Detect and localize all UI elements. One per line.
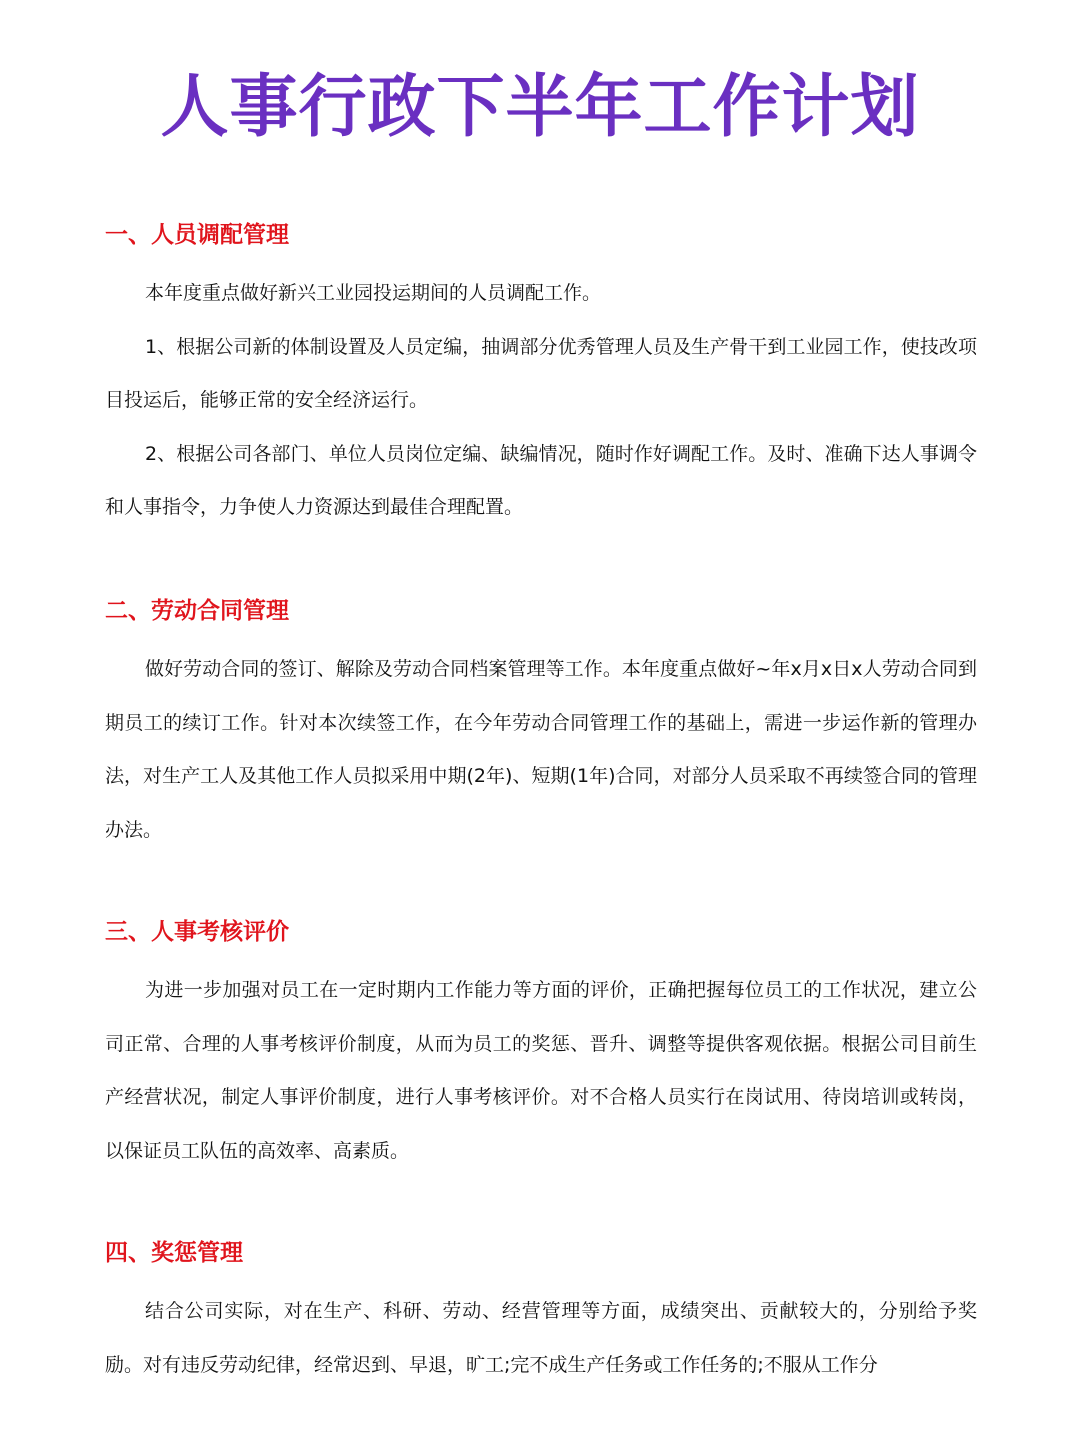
section-labor-contract [105, 596, 977, 857]
section-heading: 三、人事考核评价 [105, 919, 289, 945]
section-paragraph: 为进一步加强对员工在一定时期内工作能力等方面的评价，正确把握每位员工的工作状况，建立公司正常、合理的人事考核评价制度，从而为员工的奖惩、晋升、调整等提供客观依据。根据公司目前生产经营状况，制定人事评价制度，进行人事考核评价。对不合格人员实行在岗试用、待岗培训或转岗，以保证员工队伍的高效率、高素质。 [105, 979, 977, 1162]
section-paragraph: 本年度重点做好新兴工业园投运期间的人员调配工作。 [145, 282, 602, 304]
section-paragraph: 结合公司实际，对在生产、科研、劳动、经营管理等方面，成绩突出、贡献较大的，分别给予奖励。对有违反劳动纪律，经常迟到、早退，旷工;完不成生产任务或工作任务的;不服从工作分 [105, 1300, 977, 1376]
section-paragraph: 2、根据公司各部门、单位人员岗位定编、缺编情况，随时作好调配工作。及时、准确下达人事调令和人事指令，力争使人力资源达到最佳合理配置。 [105, 442, 977, 518]
section-personnel-allocation [105, 220, 977, 535]
section-heading: 二、劳动合同管理 [105, 598, 289, 624]
section-heading: 一、人员调配管理 [105, 222, 289, 248]
document-title: 人事行政下半年工作计划 [160, 68, 920, 147]
section-paragraph: 1、根据公司新的体制设置及人员定编，抽调部分优秀管理人员及生产骨干到工业园工作，使技改项目投运后，能够正常的安全经济运行。 [105, 335, 977, 411]
section-heading: 四、奖惩管理 [105, 1240, 243, 1266]
section-paragraph: 做好劳动合同的签订、解除及劳动合同档案管理等工作。本年度重点做好~年x月x日x人劳动合同到期员工的续订工作。针对本次续签工作，在今年劳动合同管理工作的基础上，需进一步运作新的管理办法，对生产工人及其他工作人员拟采用中期(2年)、短期(1年)合同，对部分人员采取不再续签合同的管理办法。 [105, 658, 977, 841]
section-rewards-penalties [105, 1238, 977, 1392]
section-personnel-evaluation [105, 917, 977, 1178]
